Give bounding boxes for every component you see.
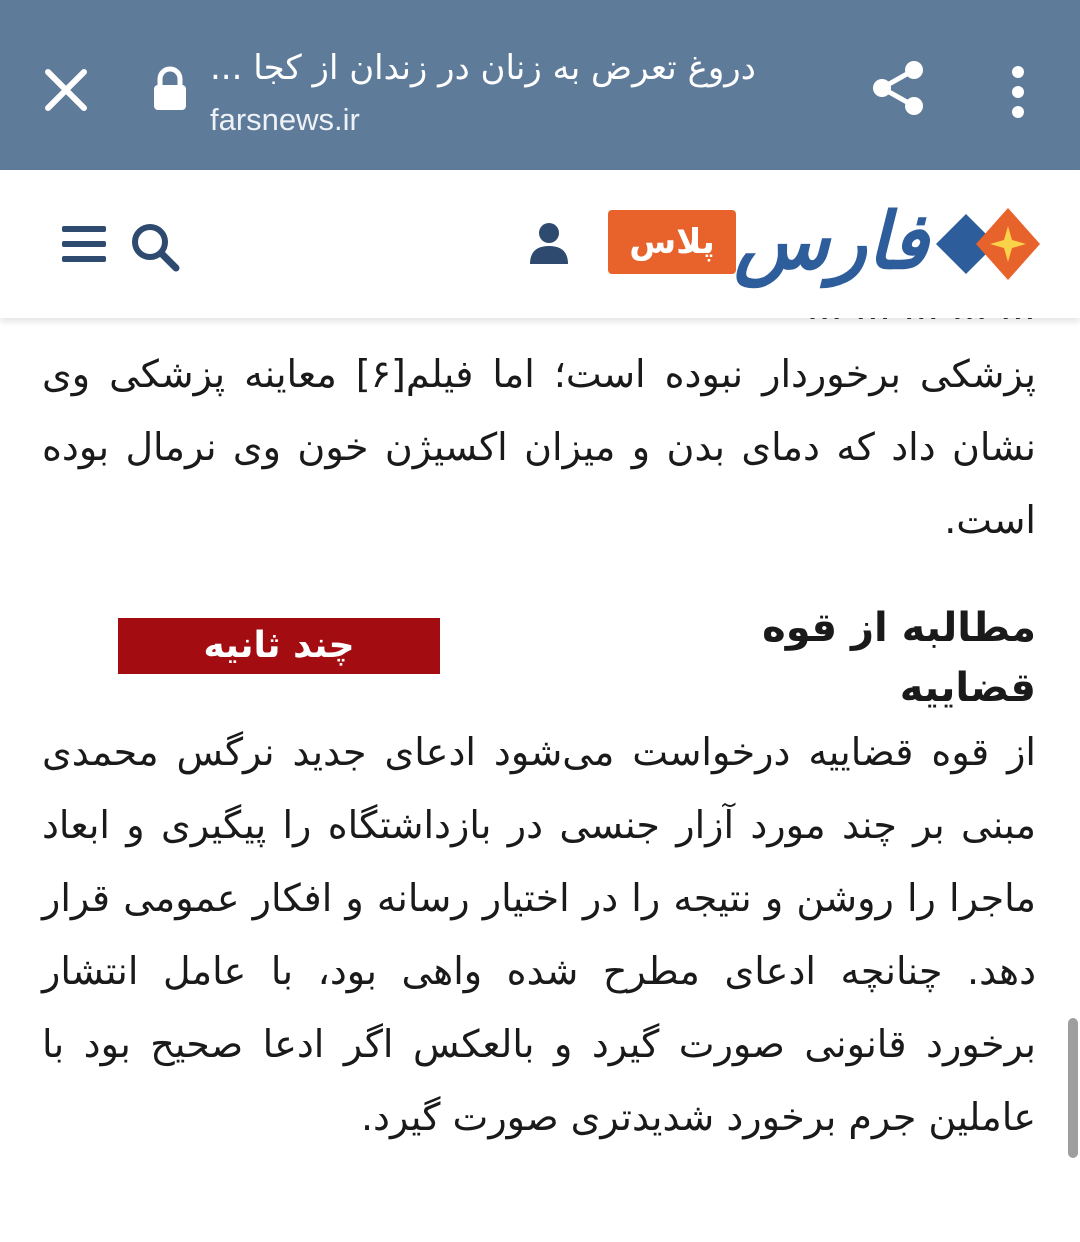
- lock-icon: [150, 66, 190, 112]
- plus-badge[interactable]: پلاس: [608, 210, 736, 274]
- article-paragraph: از قوه قضاییه درخواست می‌شود ادعای جدید نرگس محمدی مبنی بر چند مورد آزار جنسی در بازداشتگاه را پیگیری و ابعاد ماجرا را روشن و نتیجه را در اختیار رسانه و افکار عمومی قرار دهد. چنانچه ادعای مطرح شده واهی بود، با عامل انتشار برخورد قانونی صورت گیرد و بالعکس اگر ادعا صحیح بود با عاملین جرم برخورد شدیدتری صورت گیرد.: [42, 730, 1036, 1139]
- article-body: [0, 318, 1080, 1242]
- site-logo-text[interactable]: فارس: [734, 197, 928, 287]
- share-icon[interactable]: [868, 56, 932, 120]
- section-heading: مطالبه از قوه قضاییه: [762, 605, 1036, 711]
- user-icon[interactable]: [526, 220, 572, 266]
- site-header: [0, 170, 1080, 318]
- hamburger-icon[interactable]: [60, 222, 110, 266]
- article-paragraph: پزشکی برخوردار نبوده است؛ اما فیلم[۶] معاینه پزشکی وی نشان داد که دمای بدن و میزان اکسیژن خون وی نرمال بوده است.: [42, 352, 1036, 542]
- more-vert-icon[interactable]: [1000, 62, 1036, 122]
- close-icon[interactable]: [38, 62, 94, 118]
- browser-toolbar: [0, 0, 1080, 170]
- scrollbar[interactable]: [1068, 1018, 1078, 1158]
- tab-title[interactable]: دروغ تعرض به زنان در زندان از کجا ...: [210, 48, 756, 88]
- search-icon[interactable]: [126, 218, 182, 274]
- tab-url[interactable]: farsnews.ir: [210, 102, 360, 137]
- fars-logo-icon[interactable]: [936, 202, 1044, 286]
- promo-banner[interactable]: چند ثانیه: [118, 618, 440, 674]
